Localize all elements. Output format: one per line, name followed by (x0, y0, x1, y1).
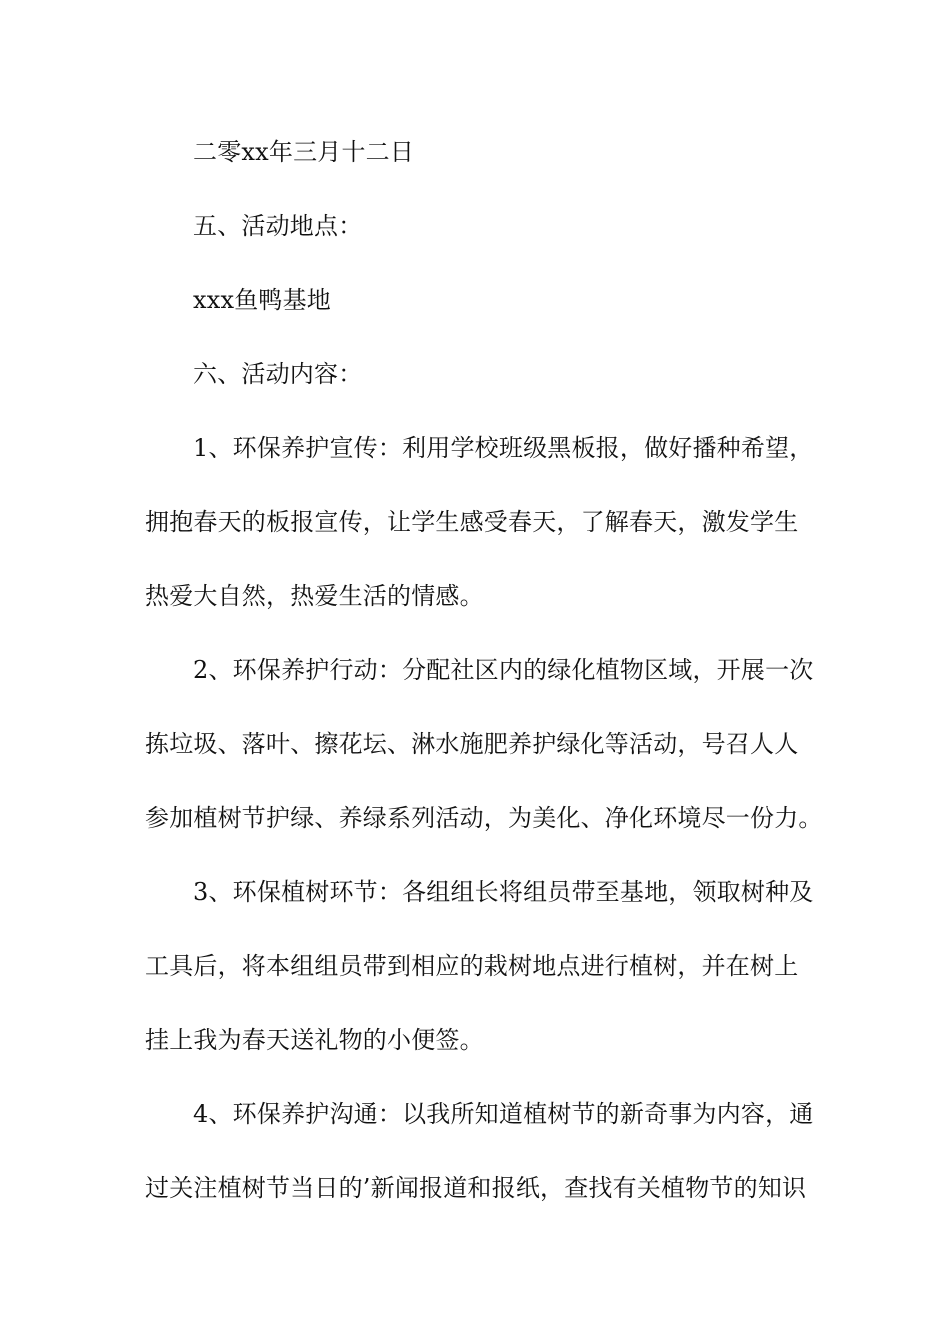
date-line: 二零xx年三月十二日 (193, 138, 415, 166)
paragraph-4-line-2: 过关注植树节当日的’新闻报道和报纸，查找有关植物节的知识 (145, 1174, 807, 1202)
paragraph-3-line-2: 工具后，将本组组员带到相应的栽树地点进行植树，并在树上 (145, 952, 799, 980)
paragraph-1-line-3: 热爱大自然，热爱生活的情感。 (145, 582, 484, 610)
paragraph-2-line-3: 参加植树节护绿、养绿系列活动，为美化、净化环境尽一份力。 (145, 804, 823, 832)
paragraph-4-line-1: 4、环保养护沟通：以我所知道植树节的新奇事为内容，通 (193, 1100, 814, 1128)
paragraph-2-line-2: 拣垃圾、落叶、擦花坛、淋水施肥养护绿化等活动，号召人人 (145, 730, 799, 758)
paragraph-2-line-1: 2、环保养护行动：分配社区内的绿化植物区域，开展一次 (193, 656, 814, 684)
section-heading-content: 六、活动内容： (193, 360, 363, 388)
paragraph-3-line-3: 挂上我为春天送礼物的小便签。 (145, 1026, 484, 1054)
paragraph-3-line-1: 3、环保植树环节：各组组长将组员带至基地，领取树种及 (193, 878, 814, 906)
paragraph-1-line-1: 1、环保养护宣传：利用学校班级黑板报，做好播种希望， (193, 434, 814, 462)
paragraph-1-line-2: 拥抱春天的板报宣传，让学生感受春天，了解春天，激发学生 (145, 508, 799, 536)
location-text: xxx鱼鸭基地 (193, 286, 332, 314)
section-heading-location: 五、活动地点： (193, 212, 363, 240)
